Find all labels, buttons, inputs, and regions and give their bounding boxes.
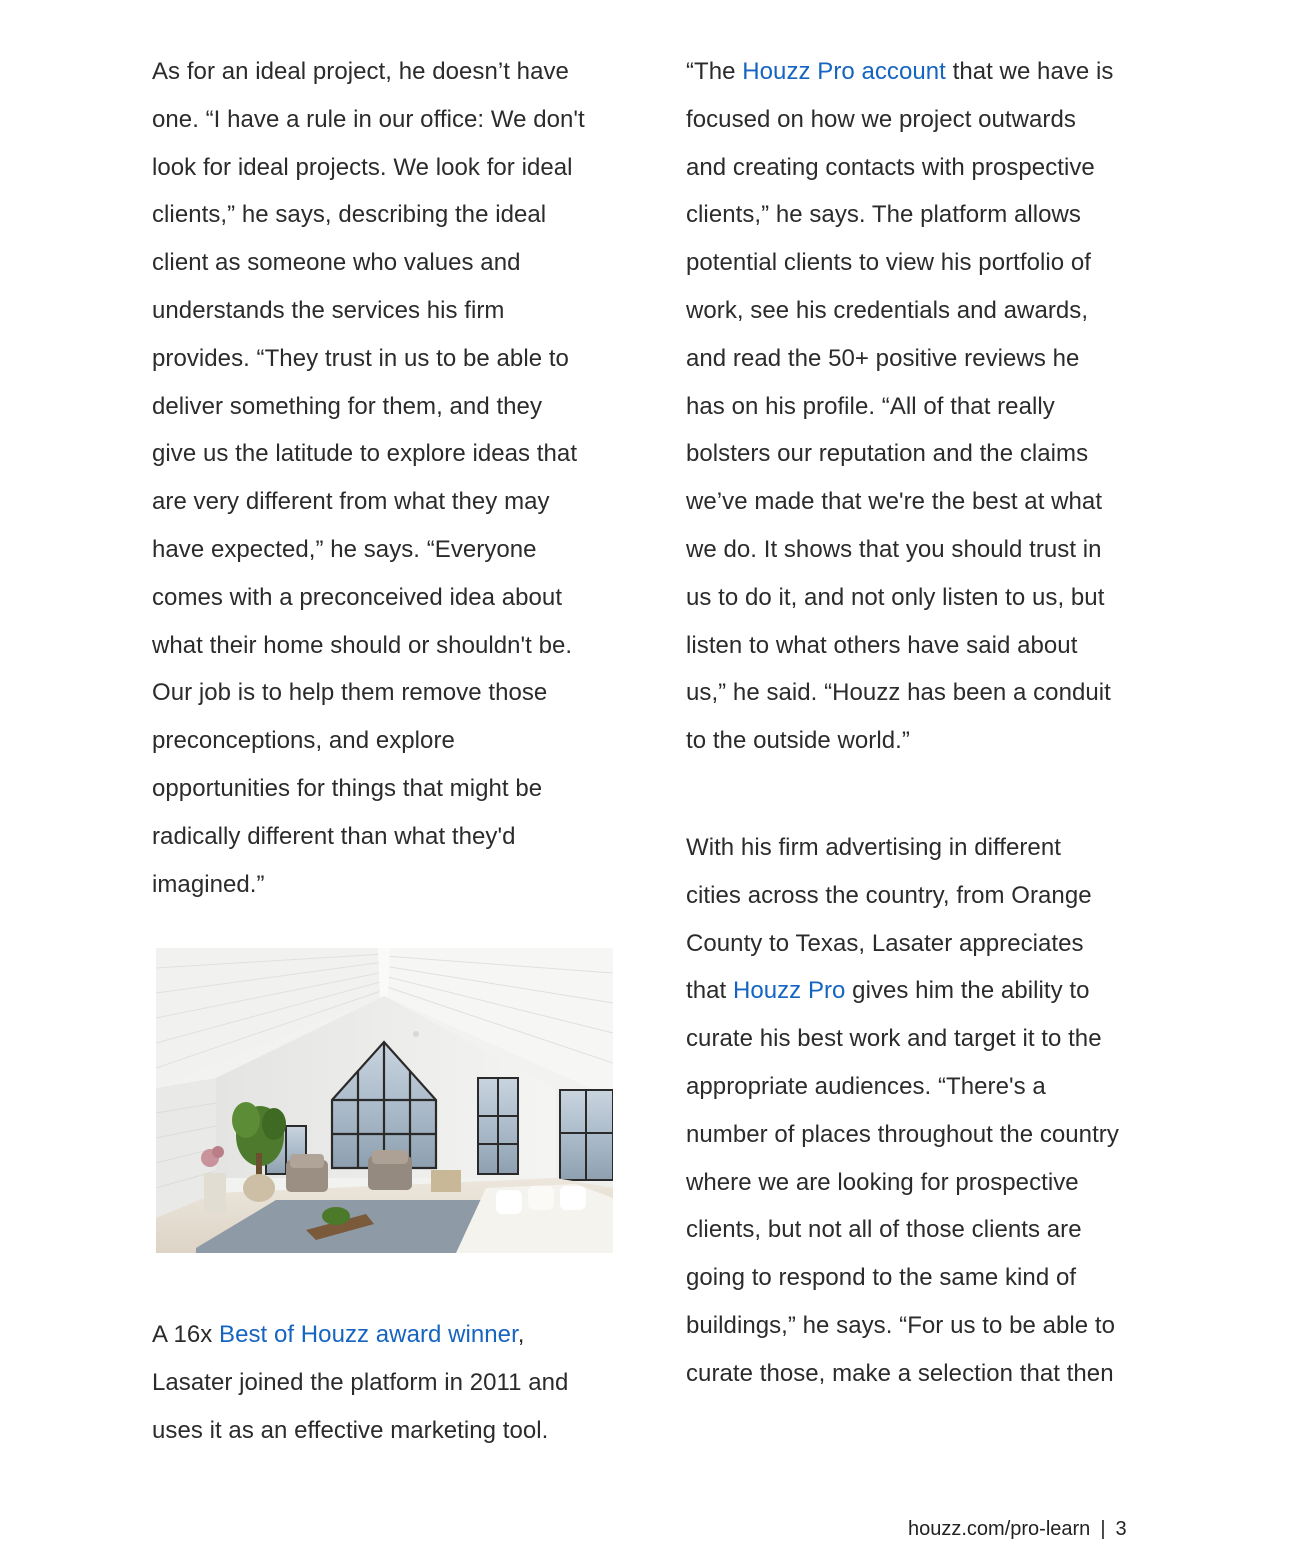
text-line: deliver something for them, and they — [152, 392, 543, 420]
text-line: have expected,” he says. “Everyone — [152, 535, 537, 563]
text-fragment: gives him the ability to — [845, 977, 1090, 1005]
left-paragraph-2 — [152, 1311, 568, 1454]
text-line: where we are looking for prospective — [686, 1168, 1079, 1196]
text-line: appropriate audiences. “There's a — [686, 1072, 1046, 1100]
text-line: we’ve made that we're the best at what — [686, 488, 1103, 516]
text-fragment: that we have is — [945, 58, 1114, 85]
text-line: County to Texas, Lasater appreciates — [686, 929, 1084, 957]
text-line: clients, but not all of those clients are — [686, 1216, 1082, 1244]
left-paragraph-1 — [152, 48, 622, 908]
text-fragment: “The — [686, 58, 743, 85]
text-line: provides. “They trust in us to be able to — [152, 344, 569, 372]
text-line: what their home should or shouldn't be. — [152, 631, 573, 659]
text-line: Lasater joined the platform in 2011 and — [152, 1368, 569, 1396]
text-line: Our job is to help them remove those — [152, 679, 548, 707]
living-room-illustration — [156, 948, 613, 1253]
text-line: imagined.” — [152, 870, 265, 898]
text-fragment: that — [686, 977, 733, 1005]
text-line: As for an ideal project, he doesn’t have — [152, 58, 569, 85]
text-line: uses it as an effective marketing tool. — [152, 1416, 549, 1444]
text-line — [686, 48, 1156, 96]
text-line: bolsters our reputation and the claims — [686, 440, 1089, 468]
text-line: going to respond to the same kind of — [686, 1264, 1077, 1292]
text-line: us,” he said. “Houzz has been a conduit — [686, 679, 1111, 707]
text-line: and read the 50+ positive reviews he — [686, 344, 1080, 372]
text-line: opportunities for things that might be — [152, 774, 543, 802]
page-number: 3 — [1115, 1518, 1127, 1540]
page-footer — [908, 1518, 1127, 1541]
footer-url: houzz.com/pro-learn — [908, 1518, 1091, 1540]
text-line: client as someone who values and — [152, 249, 521, 277]
text-line: look for ideal projects. We look for ideal — [152, 153, 573, 181]
text-line: clients,” he says. The platform allows — [686, 201, 1081, 229]
text-line: us to do it, and not only listen to us, but — [686, 583, 1105, 611]
text-line: understands the services his firm — [152, 296, 505, 324]
text-line: has on his profile. “All of that really — [686, 392, 1055, 420]
text-fragment: A 16x — [152, 1321, 220, 1348]
text-line: are very different from what they may — [152, 488, 550, 516]
text-line: and creating contacts with prospective — [686, 153, 1095, 181]
text-line: buildings,” he says. “For us to be able to — [686, 1311, 1115, 1339]
best-of-houzz-award-link[interactable]: Best of Houzz award winner — [219, 1321, 518, 1348]
text-line: With his firm advertising in different — [686, 834, 1061, 861]
text-line: curate his best work and target it to the — [686, 1025, 1102, 1053]
text-line: listen to what others have said about — [686, 631, 1078, 659]
text-fragment: , — [517, 1321, 525, 1348]
text-line: curate those, make a selection that then — [686, 1359, 1114, 1387]
text-line — [152, 1311, 568, 1359]
text-line: to the outside world.” — [686, 727, 910, 755]
text-line: radically different than what they'd — [152, 822, 516, 850]
left-column — [152, 48, 622, 908]
text-line: one. “I have a rule in our office: We don't — [152, 105, 585, 133]
text-line: give us the latitude to explore ideas that — [152, 440, 578, 468]
living-room-photo — [156, 948, 613, 1253]
footer-separator: | — [1100, 1518, 1106, 1540]
text-line: preconceptions, and explore — [152, 727, 455, 755]
text-line: focused on how we project outwards — [686, 105, 1076, 133]
text-line: we do. It shows that you should trust in — [686, 535, 1102, 563]
text-line: number of places throughout the country — [686, 1120, 1119, 1148]
right-paragraph-2 — [686, 824, 1119, 1398]
houzz-pro-account-link[interactable]: Houzz Pro account — [742, 58, 946, 85]
text-line — [686, 967, 1119, 1015]
right-paragraph-1 — [686, 48, 1156, 765]
houzz-pro-link[interactable]: Houzz Pro — [732, 977, 846, 1005]
text-line: potential clients to view his portfolio of — [686, 249, 1091, 277]
right-column — [686, 48, 1156, 765]
text-line: work, see his credentials and awards, — [686, 296, 1089, 324]
text-line: clients,” he says, describing the ideal — [152, 201, 547, 229]
text-line: comes with a preconceived idea about — [152, 583, 563, 611]
text-line: cities across the country, from Orange — [686, 881, 1092, 909]
